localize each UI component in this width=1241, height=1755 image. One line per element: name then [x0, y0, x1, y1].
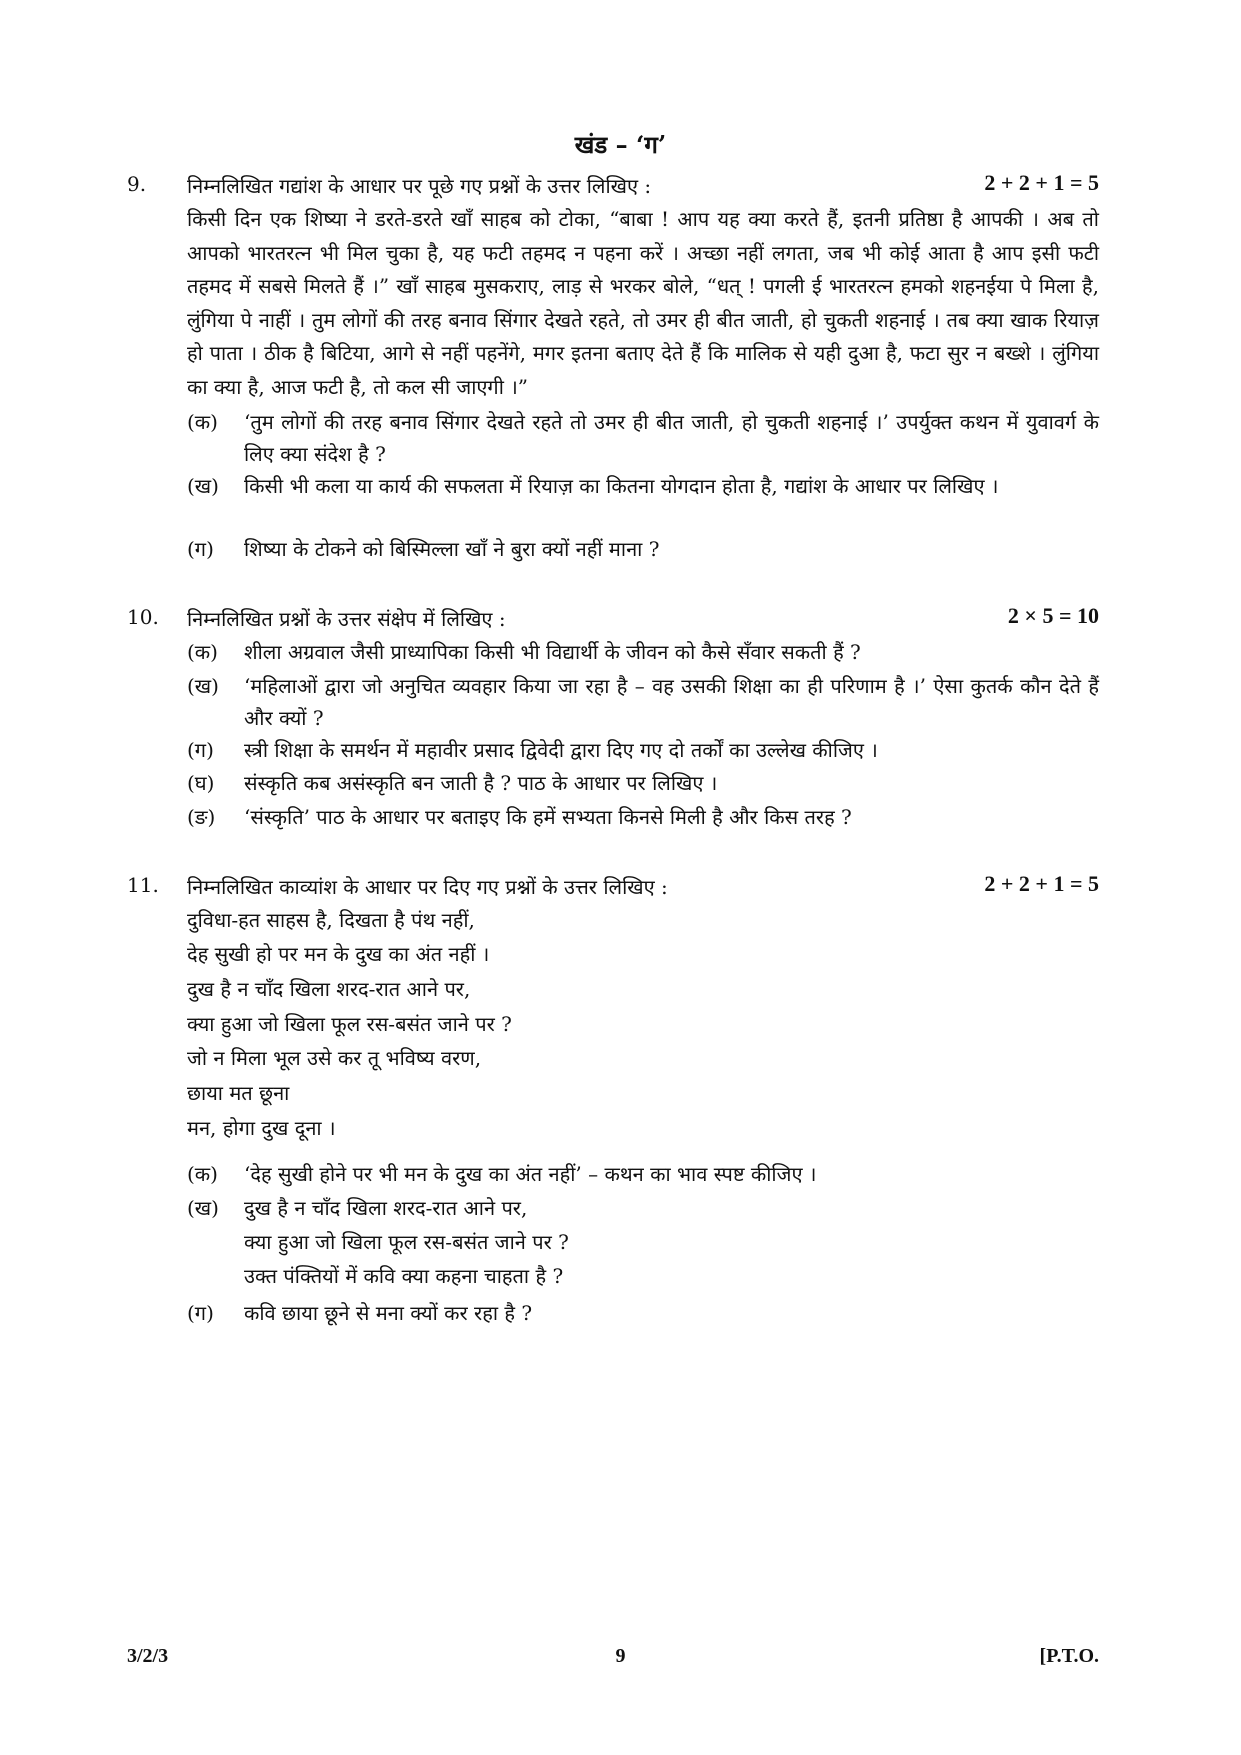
question-9-instruction: निम्नलिखित गद्यांश के आधार पर पूछे गए प्रश्नों के उत्तर लिखिए :	[187, 174, 652, 198]
sub-text-line: क्या हुआ जो खिला फूल रस-बसंत जाने पर ?	[244, 1230, 569, 1254]
sub-text: शीला अग्रवाल जैसी प्राध्यापिका किसी भी विद्यार्थी के जीवन को कैसे सँवार सकती हैं ?	[244, 640, 861, 664]
q11-sub-ga	[187, 1297, 1099, 1329]
question-10-instruction: निम्नलिखित प्रश्नों के उत्तर संक्षेप में लिखिए :	[187, 607, 506, 631]
pto-label: [P.T.O.	[1039, 1645, 1099, 1667]
sub-label: (घ)	[187, 771, 215, 795]
page-number: 9	[615, 1645, 626, 1667]
q9-sub-ga	[187, 533, 1099, 565]
question-9-number: 9.	[127, 172, 147, 196]
q10-sub-ga	[187, 734, 1099, 766]
poem-line: छाया मत छूना	[187, 1081, 290, 1105]
poem-line: दुविधा-हत साहस है, दिखता है पंथ नहीं,	[187, 908, 475, 932]
sub-label: (क)	[187, 640, 218, 664]
poem-line: क्या हुआ जो खिला फूल रस-बसंत जाने पर ?	[187, 1012, 512, 1036]
sub-label: (ग)	[187, 537, 214, 561]
question-11-marks: 2 + 2 + 1 = 5	[984, 871, 1099, 896]
question-11-number: 11.	[127, 873, 159, 897]
sub-text: संस्कृति कब असंस्कृति बन जाती है ? पाठ के आधार पर लिखिए ।	[244, 771, 718, 795]
paper-code: 3/2/3	[127, 1645, 169, 1667]
q11-sub-ka	[187, 1158, 1099, 1190]
q11-sub-kha	[187, 1192, 1099, 1292]
q10-sub-ka	[187, 636, 1099, 668]
question-10-number: 10.	[127, 605, 159, 629]
sub-text: ‘तुम लोगों की तरह बनाव सिंगार देखते रहते तो उमर ही बीत जाती, हो चुकती शहनाई ।’ उपर्युक्त कथन में युवावर्ग के लिए क्या संदेश है ?	[244, 410, 1099, 466]
question-9-marks: 2 + 2 + 1 = 5	[984, 170, 1099, 195]
q10-sub-nga	[187, 801, 1099, 833]
sub-text: ‘संस्कृति’ पाठ के आधार पर बताइए कि हमें सभ्यता किनसे मिली है और किस तरह ?	[244, 805, 852, 829]
sub-label: (ग)	[187, 738, 214, 762]
section-title: खंड – ‘ग’	[574, 130, 667, 159]
sub-text-line: उक्त पंक्तियों में कवि क्या कहना चाहता है ?	[244, 1264, 564, 1288]
q10-sub-gha	[187, 767, 1099, 799]
sub-label: (ख)	[187, 1196, 219, 1220]
sub-label: (ख)	[187, 474, 219, 498]
poem-line: दुख है न चाँद खिला शरद-रात आने पर,	[187, 977, 471, 1001]
q9-sub-ka	[187, 406, 1099, 470]
q9-sub-kha	[187, 470, 1099, 502]
sub-label: (ङ)	[187, 805, 216, 829]
question-11-instruction: निम्नलिखित काव्यांश के आधार पर दिए गए प्रश्नों के उत्तर लिखिए :	[187, 875, 668, 899]
sub-label: (क)	[187, 410, 218, 434]
sub-label: (क)	[187, 1162, 218, 1186]
sub-text: स्त्री शिक्षा के समर्थन में महावीर प्रसाद द्विवेदी द्वारा दिए गए दो तर्कों का उल्लेख कीजिए ।	[244, 738, 878, 762]
sub-text: किसी भी कला या कार्य की सफलता में रियाज़ का कितना योगदान होता है, गद्यांश के आधार पर लिखिए ।	[244, 474, 999, 498]
sub-text: कवि छाया छूने से मना क्यों कर रहा है ?	[244, 1301, 533, 1325]
sub-text-line: दुख है न चाँद खिला शरद-रात आने पर,	[244, 1196, 528, 1220]
sub-text: ‘महिलाओं द्वारा जो अनुचित व्यवहार किया जा रहा है – वह उसकी शिक्षा का ही परिणाम है ।’ ऐसा कुतर्क कौन देते हैं और क्यों ?	[244, 674, 1099, 730]
question-9-passage: किसी दिन एक शिष्या ने डरते-डरते खाँ साहब को टोका, “बाबा ! आप यह क्या करते हैं, इतनी प्रतिष्ठा है आपकी । अब तो आपको भारतरत्न भी मिल चुका है, यह फटी तहमद न पहना करें । अच्छा नहीं लगता, जब भी कोई आता है आप इसी फटी तहमद में सबसे मिलते हैं ।” खाँ साहब मुसकराए, लाड़ से भरकर बोले, “धत् ! पगली ई भारतरत्न हमको शहनईया पे मिला है, लुंगिया पे नाहीं । तुम लोगों की तरह बनाव सिंगार देखते रहते, तो उमर ही बीत जाती, हो चुकती शहनाई । तब क्या खाक रियाज़ हो पाता । ठीक है बिटिया, आगे से नहीं पहनेंगे, मगर इतना बताए देते हैं कि मालिक से यही दुआ है, फटा सुर न बख्शे । लुंगिया का क्या है, आज फटी है, तो कल सी जाएगी ।”	[187, 207, 1099, 399]
poem-line: जो न मिला भूल उसे कर तू भविष्य वरण,	[187, 1046, 482, 1070]
sub-label: (ग)	[187, 1301, 214, 1325]
question-10-marks: 2 × 5 = 10	[1007, 603, 1099, 628]
sub-text: ‘देह सुखी होने पर भी मन के दुख का अंत नहीं’ – कथन का भाव स्पष्ट कीजिए ।	[244, 1162, 817, 1186]
q10-sub-kha	[187, 670, 1099, 734]
poem-line: मन, होगा दुख दूना ।	[187, 1116, 336, 1140]
sub-text: शिष्या के टोकने को बिस्मिल्ला खाँ ने बुरा क्यों नहीं माना ?	[244, 537, 660, 561]
sub-label: (ख)	[187, 674, 219, 698]
poem-line: देह सुखी हो पर मन के दुख का अंत नहीं ।	[187, 942, 490, 966]
